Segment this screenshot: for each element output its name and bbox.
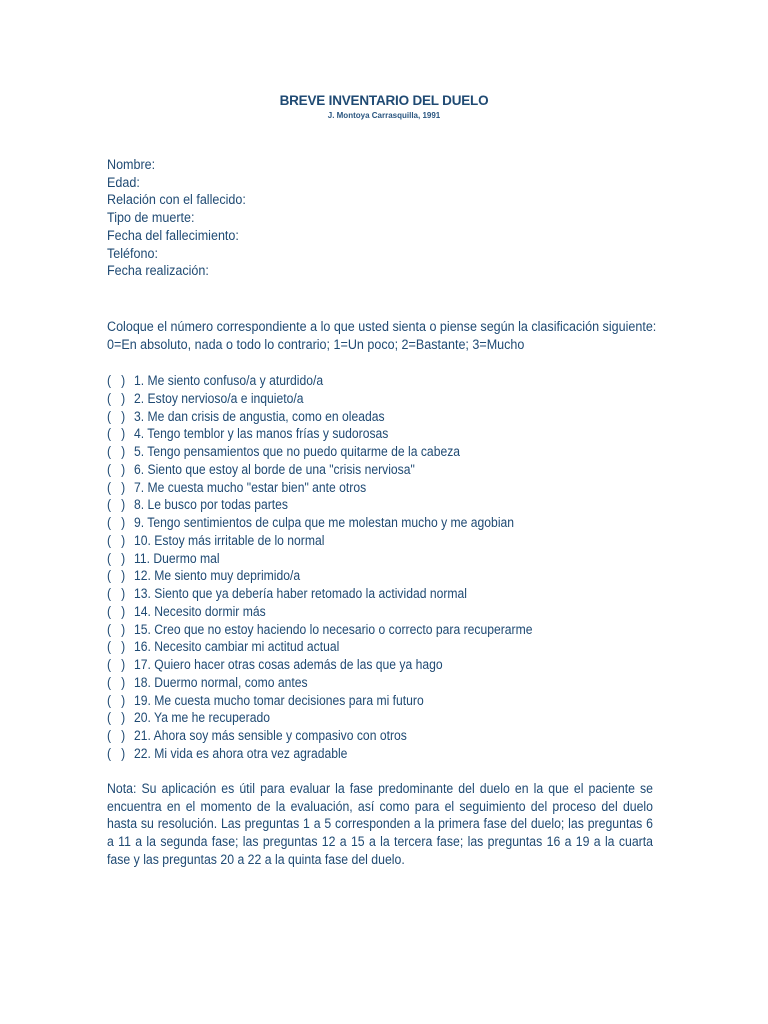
list-item xyxy=(107,532,532,550)
list-item xyxy=(107,567,532,585)
item-text: 14. Necesito dormir más xyxy=(134,603,266,619)
item-text: 9. Tengo sentimientos de culpa que me molestan mucho y me agobian xyxy=(134,515,515,530)
answer-box: ( ) xyxy=(107,621,126,637)
list-item xyxy=(107,461,532,479)
list-item xyxy=(107,514,532,532)
item-text: 19. Me cuesta mucho tomar decisiones para mi futuro xyxy=(134,692,424,708)
answer-box: ( ) xyxy=(107,426,126,442)
field-nombre: Nombre: xyxy=(107,157,156,172)
list-item xyxy=(107,745,532,763)
field-edad: Edad: xyxy=(107,174,140,190)
list-item xyxy=(107,390,532,408)
answer-box: ( ) xyxy=(107,532,126,548)
note-paragraph: Nota: Su aplicación es útil para evaluar la fase predominante del duelo en la que el paciente se encuentra en el momento de la evaluación, así como para el seguimiento del proceso del duelo hasta su resolución. Las preguntas 1 a 5 corresponden a la primera fase del duelo; las preguntas 6 a 11 a la segunda fase; las preguntas 12 a 15 a la tercera fase; las preguntas 16 a 19 a la cuarta fase y las preguntas 20 a 22 a la quinta fase del duelo. xyxy=(107,781,653,867)
list-item xyxy=(107,443,532,461)
answer-box: ( ) xyxy=(107,497,126,513)
item-text: 4. Tengo temblor y las manos frías y sudorosas xyxy=(134,426,389,442)
answer-box: ( ) xyxy=(107,586,126,601)
item-text: 8. Le busco por todas partes xyxy=(134,497,289,513)
answer-box: ( ) xyxy=(107,710,126,726)
answer-box: ( ) xyxy=(107,515,126,530)
field-fecha-fallecimiento: Fecha del fallecimiento: xyxy=(107,227,239,243)
item-text: 22. Mi vida es ahora otra vez agradable xyxy=(134,745,348,761)
answer-box: ( ) xyxy=(107,479,126,495)
list-item xyxy=(107,372,532,390)
item-text: 11. Duermo mal xyxy=(134,550,220,566)
list-item xyxy=(107,638,532,656)
instructions-line-1: Coloque el número correspondiente a lo que usted sienta o piense según la clasificación siguiente: xyxy=(107,319,657,334)
item-text: 20. Ya me he recuperado xyxy=(134,710,270,726)
instructions-line-2: 0=En absoluto, nada o todo lo contrario; 1=Un poco; 2=Bastante; 3=Mucho xyxy=(107,336,525,352)
list-item xyxy=(107,408,532,426)
list-item xyxy=(107,727,532,745)
field-relacion: Relación con el fallecido: xyxy=(107,192,246,208)
answer-box: ( ) xyxy=(107,745,126,761)
list-item xyxy=(107,496,532,514)
answer-box: ( ) xyxy=(107,568,126,584)
list-item xyxy=(107,603,532,621)
answer-box: ( ) xyxy=(107,728,126,743)
document-title: BREVE INVENTARIO DEL DUELO xyxy=(279,93,489,108)
answer-box: ( ) xyxy=(107,390,126,406)
item-text: 2. Estoy nervioso/a e inquieto/a xyxy=(134,390,304,406)
item-text: 21. Ahora soy más sensible y compasivo con otros xyxy=(134,728,407,743)
answer-box: ( ) xyxy=(107,639,126,655)
list-item xyxy=(107,425,532,443)
item-text: 5. Tengo pensamientos que no puedo quitarme de la cabeza xyxy=(134,444,461,459)
answer-box: ( ) xyxy=(107,408,126,424)
field-fecha-realizacion: Fecha realización: xyxy=(107,263,209,279)
field-tipo-muerte: Tipo de muerte: xyxy=(107,210,195,226)
item-text: 7. Me cuesta mucho "estar bien" ante otros xyxy=(134,479,367,495)
list-item xyxy=(107,656,532,674)
answer-box: ( ) xyxy=(107,603,126,619)
document-author: J. Montoya Carrasquilla, 1991 xyxy=(327,111,441,120)
instructions xyxy=(107,318,665,353)
inventory-items xyxy=(107,372,532,763)
list-item xyxy=(107,585,532,603)
answer-box: ( ) xyxy=(107,461,126,477)
item-text: 13. Siento que ya debería haber retomado la actividad normal xyxy=(134,586,467,601)
field-telefono: Teléfono: xyxy=(107,245,158,261)
list-item xyxy=(107,621,532,639)
list-item xyxy=(107,550,532,568)
list-item xyxy=(107,674,532,692)
answer-box: ( ) xyxy=(107,373,126,388)
item-text: 18. Duermo normal, como antes xyxy=(134,674,308,690)
answer-box: ( ) xyxy=(107,674,126,690)
answer-box: ( ) xyxy=(107,550,126,566)
item-text: 17. Quiero hacer otras cosas además de las que ya hago xyxy=(134,657,443,672)
item-text: 15. Creo que no estoy haciendo lo necesario o correcto para recuperarme xyxy=(134,621,533,637)
personal-fields xyxy=(107,156,246,280)
item-text: 3. Me dan crisis de angustia, como en oleadas xyxy=(134,408,385,424)
item-text: 16. Necesito cambiar mi actitud actual xyxy=(134,639,340,655)
list-item xyxy=(107,709,532,727)
item-text: 10. Estoy más irritable de lo normal xyxy=(134,532,325,548)
item-text: 12. Me siento muy deprimido/a xyxy=(134,568,301,584)
item-text: 6. Siento que estoy al borde de una "crisis nerviosa" xyxy=(134,461,415,477)
answer-box: ( ) xyxy=(107,692,126,708)
list-item xyxy=(107,692,532,710)
list-item xyxy=(107,479,532,497)
answer-box: ( ) xyxy=(107,444,126,459)
item-text: 1. Me siento confuso/a y aturdido/a xyxy=(134,373,324,388)
answer-box: ( ) xyxy=(107,657,126,672)
